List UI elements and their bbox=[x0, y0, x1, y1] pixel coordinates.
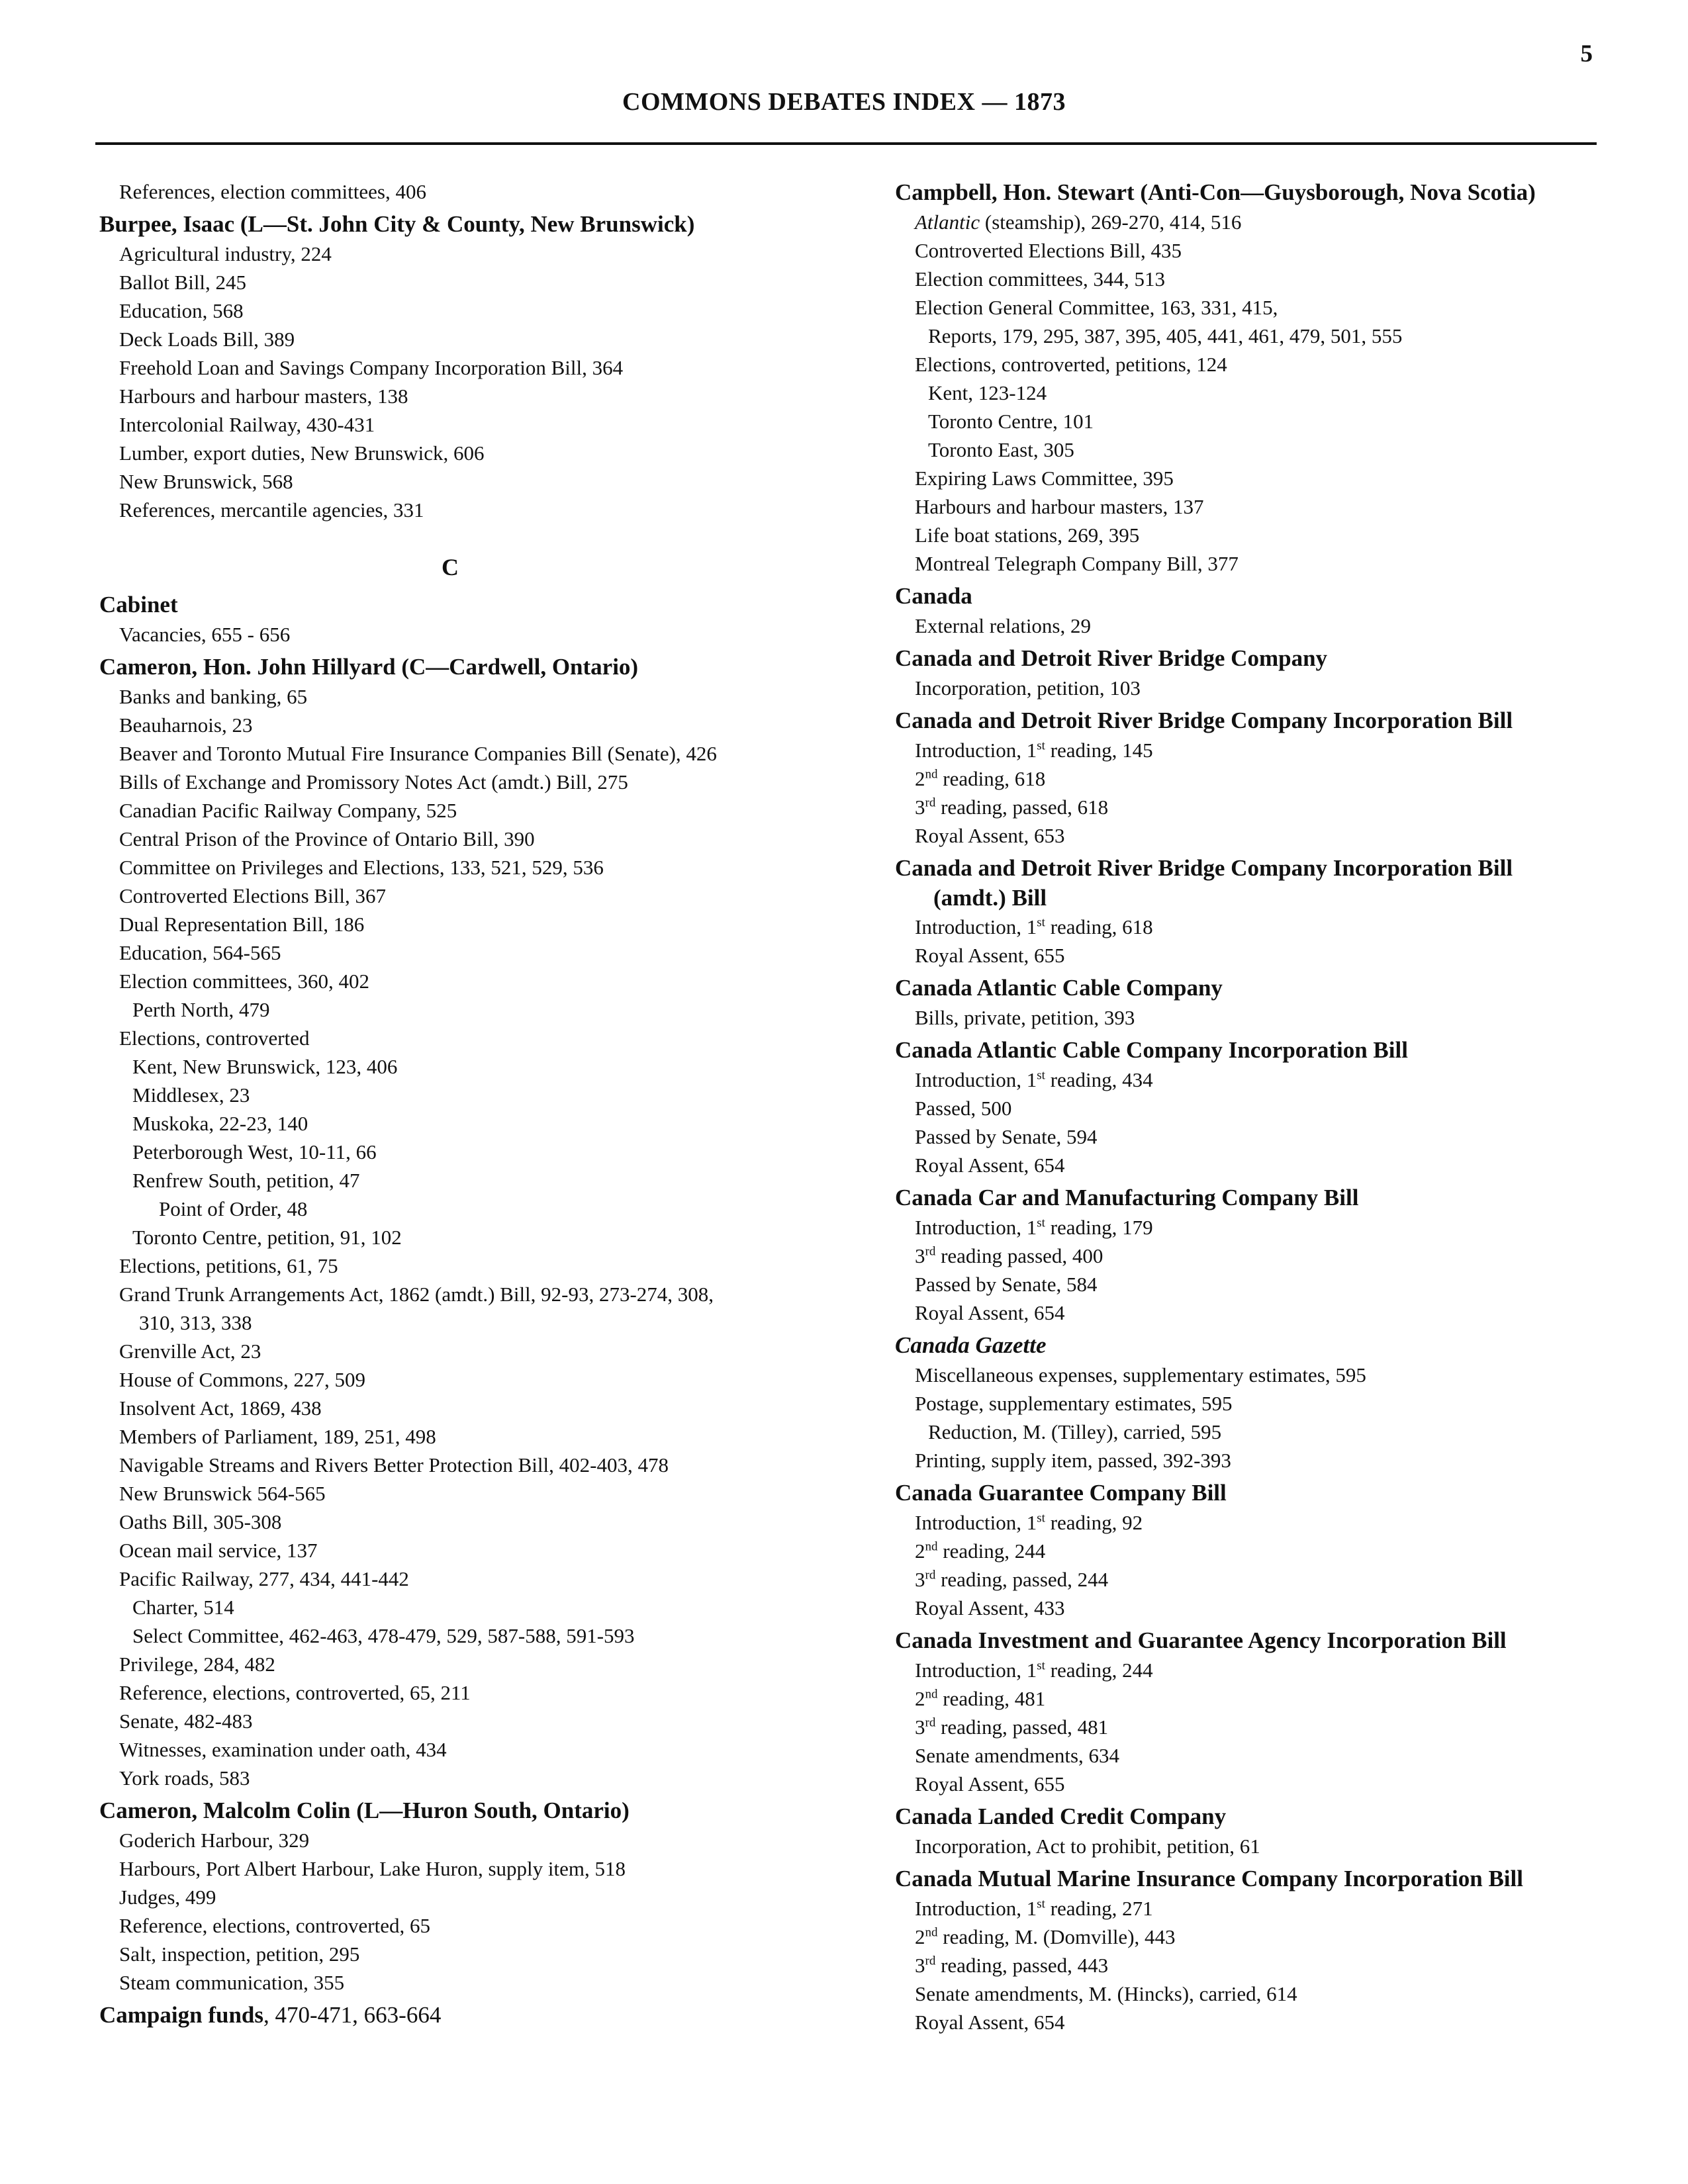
entry-text: Banks and banking, 65 bbox=[119, 685, 308, 708]
entry-text: Salt, inspection, petition, 295 bbox=[119, 1942, 360, 1966]
index-subentry bbox=[895, 1270, 1597, 1298]
index-heading bbox=[895, 1478, 1597, 1508]
index-subentry bbox=[99, 268, 801, 296]
index-subentry bbox=[895, 1594, 1597, 1622]
index-subentry bbox=[895, 1298, 1597, 1327]
index-subentry bbox=[99, 1508, 801, 1536]
index-subentry bbox=[99, 467, 801, 496]
entry-text: Election committees, 360, 402 bbox=[119, 970, 369, 993]
entry-pages: reading, M. (Domville), 443 bbox=[937, 1925, 1176, 1948]
index-subentry bbox=[99, 1451, 801, 1479]
index-subentry bbox=[99, 1422, 801, 1451]
entry-text: Elections, petitions, 61, 75 bbox=[119, 1254, 338, 1277]
index-subentry bbox=[895, 1565, 1597, 1594]
header-rule bbox=[95, 142, 1597, 145]
entry-text: Royal Assent, 655 bbox=[915, 944, 1065, 967]
index-subentry bbox=[895, 674, 1597, 702]
index-subentry bbox=[895, 821, 1597, 850]
entry-text: Steam communication, 355 bbox=[119, 1971, 345, 1994]
entry-text: Canada bbox=[895, 583, 972, 609]
entry-text: New Brunswick 564-565 bbox=[119, 1482, 326, 1505]
index-subentry bbox=[99, 1166, 801, 1195]
index-subentry bbox=[895, 1122, 1597, 1151]
index-subentry bbox=[895, 549, 1597, 578]
index-heading bbox=[895, 1330, 1597, 1361]
ordinal-suffix: nd bbox=[925, 767, 938, 782]
ordinal-suffix: st bbox=[1037, 1216, 1045, 1230]
index-subentry bbox=[895, 521, 1597, 549]
left-column bbox=[99, 177, 801, 2030]
entry-text: Senate, 482-483 bbox=[119, 1709, 253, 1733]
entry-text: Renfrew South, petition, 47 bbox=[132, 1169, 360, 1192]
entry-pages: steamship), 269-270, 414, 516 bbox=[992, 210, 1242, 234]
index-subentry bbox=[99, 938, 801, 967]
entry-text: (amdt.) Bill bbox=[933, 885, 1047, 911]
index-heading bbox=[895, 581, 1597, 612]
entry-text: Canada Investment and Guarantee Agency Incorporation Bill bbox=[895, 1627, 1507, 1653]
index-subentry bbox=[895, 1923, 1597, 1951]
index-heading bbox=[895, 705, 1597, 736]
index-heading bbox=[99, 652, 801, 682]
index-subentry bbox=[895, 1979, 1597, 2008]
index-subentry bbox=[99, 1678, 801, 1707]
index-subentry bbox=[895, 1446, 1597, 1475]
index-subentry bbox=[99, 1764, 801, 1792]
entry-text: Bills of Exchange and Promissory Notes Act (amdt.) Bill, 275 bbox=[119, 770, 628, 794]
index-subentry bbox=[99, 1565, 801, 1593]
entry-text: Passed by Senate, 594 bbox=[915, 1125, 1098, 1148]
entry-text: House of Commons, 227, 509 bbox=[119, 1368, 365, 1391]
index-subentry bbox=[99, 496, 801, 524]
entry-text: Reports, 179, 295, 387, 395, 405, 441, 461, 479, 501, 555 bbox=[928, 324, 1403, 347]
index-subentry bbox=[99, 1024, 801, 1052]
index-subentry bbox=[895, 1066, 1597, 1094]
index-subentry bbox=[99, 1081, 801, 1109]
entry-text: Goderich Harbour, 329 bbox=[119, 1829, 310, 1852]
index-subentry bbox=[99, 177, 801, 206]
ordinal-suffix: st bbox=[1037, 1068, 1045, 1083]
entry-text: Middlesex, 23 bbox=[132, 1083, 250, 1107]
entry-text: Campbell, Hon. Stewart (Anti-Con—Guysborough, Nova Scotia) bbox=[895, 179, 1536, 205]
index-subentry bbox=[99, 682, 801, 711]
entry-text: Grenville Act, 23 bbox=[119, 1340, 261, 1363]
index-subentry bbox=[895, 492, 1597, 521]
entry-text: Elections, controverted bbox=[119, 1026, 310, 1050]
entry-text: Toronto East, 305 bbox=[928, 438, 1074, 461]
index-subentry bbox=[99, 240, 801, 268]
entry-text: Passed by Senate, 584 bbox=[915, 1273, 1098, 1296]
entry-text: Intercolonial Railway, 430-431 bbox=[119, 413, 375, 436]
entry-text: Introduction, 1 bbox=[915, 1659, 1037, 1682]
entry-pages: reading, passed, 618 bbox=[935, 796, 1109, 819]
index-subentry bbox=[99, 967, 801, 995]
entry-text: Canada Gazette bbox=[895, 1332, 1047, 1358]
index-subentry bbox=[895, 350, 1597, 379]
page-title: COMMONS DEBATES INDEX — 1873 bbox=[622, 88, 1066, 116]
ordinal-suffix: rd bbox=[925, 796, 936, 810]
entry-pages: reading, passed, 244 bbox=[935, 1568, 1109, 1591]
entry-text: Life boat stations, 269, 395 bbox=[915, 523, 1140, 547]
entry-text: Canada and Detroit River Bridge Company Incorporation Bill bbox=[895, 855, 1513, 881]
index-subentry bbox=[99, 1337, 801, 1365]
index-subentry bbox=[895, 407, 1597, 435]
index-subentry bbox=[895, 2008, 1597, 2036]
entry-text: Canada Mutual Marine Insurance Company Incorporation Bill bbox=[895, 1866, 1523, 1891]
entry-pages: reading, 618 bbox=[937, 767, 1046, 790]
entry-text: Toronto Centre, petition, 91, 102 bbox=[132, 1226, 402, 1249]
index-subentry bbox=[99, 739, 801, 768]
entry-text: Committee on Privileges and Elections, 133, 521, 529, 536 bbox=[119, 856, 604, 879]
ordinal-suffix: rd bbox=[925, 1954, 936, 1968]
entry-text: Point of Order, 48 bbox=[159, 1197, 308, 1220]
index-heading bbox=[895, 884, 1597, 913]
entry-text: 3 bbox=[915, 796, 925, 819]
index-subentry bbox=[895, 1832, 1597, 1860]
index-subentry bbox=[99, 711, 801, 739]
entry-text: Education, 568 bbox=[119, 299, 244, 322]
index-subentry bbox=[99, 1195, 801, 1223]
index-subentry bbox=[99, 1109, 801, 1138]
entry-pages: reading, 145 bbox=[1045, 739, 1153, 762]
entry-text: Senate amendments, M. (Hincks), carried, 614 bbox=[915, 1982, 1297, 2005]
index-heading bbox=[99, 590, 801, 620]
entry-text: Canada Guarantee Company Bill bbox=[895, 1480, 1227, 1506]
entry-text: Charter, 514 bbox=[132, 1596, 234, 1619]
index-subentry bbox=[99, 1968, 801, 1997]
index-heading bbox=[895, 177, 1597, 208]
entry-text: Muskoka, 22-23, 140 bbox=[132, 1112, 308, 1135]
entry-text: References, election committees, 406 bbox=[119, 180, 426, 203]
entry-pages: , 470-471, 663-664 bbox=[263, 2002, 442, 2028]
index-subentry bbox=[99, 1911, 801, 1940]
entry-text: Introduction, 1 bbox=[915, 1897, 1037, 1920]
entry-text: 3 bbox=[915, 1954, 925, 1977]
index-heading bbox=[99, 1796, 801, 1826]
index-subentry bbox=[99, 796, 801, 825]
index-heading bbox=[99, 2000, 801, 2030]
entry-text: Kent, New Brunswick, 123, 406 bbox=[132, 1055, 398, 1078]
index-subentry bbox=[99, 768, 801, 796]
ordinal-suffix: st bbox=[1037, 739, 1045, 753]
index-subentry bbox=[99, 1251, 801, 1280]
entry-text: Royal Assent, 654 bbox=[915, 2011, 1065, 2034]
entry-text: York roads, 583 bbox=[119, 1766, 250, 1790]
entry-pages: reading, 244 bbox=[1045, 1659, 1153, 1682]
entry-text: Royal Assent, 654 bbox=[915, 1301, 1065, 1324]
entry-text: Passed, 500 bbox=[915, 1097, 1012, 1120]
entry-text: Royal Assent, 654 bbox=[915, 1154, 1065, 1177]
index-subentry bbox=[895, 1242, 1597, 1270]
entry-text: Controverted Elections Bill, 367 bbox=[119, 884, 386, 907]
ordinal-suffix: rd bbox=[925, 1244, 936, 1259]
index-subentry bbox=[99, 1280, 801, 1308]
index-heading bbox=[895, 1864, 1597, 1894]
index-subentry bbox=[99, 1479, 801, 1508]
ordinal-suffix: nd bbox=[925, 1687, 938, 1702]
index-heading bbox=[895, 1625, 1597, 1656]
entry-text: Printing, supply item, passed, 392-393 bbox=[915, 1449, 1231, 1472]
entry-text: Royal Assent, 653 bbox=[915, 824, 1065, 847]
ordinal-suffix: rd bbox=[925, 1568, 936, 1582]
entry-text: Royal Assent, 655 bbox=[915, 1772, 1065, 1796]
entry-text: Incorporation, petition, 103 bbox=[915, 676, 1141, 700]
entry-text: Introduction, 1 bbox=[915, 1511, 1037, 1534]
entry-text: Bills, private, petition, 393 bbox=[915, 1006, 1135, 1029]
entry-text: Royal Assent, 433 bbox=[915, 1596, 1065, 1619]
entry-text: Dual Representation Bill, 186 bbox=[119, 913, 365, 936]
entry-text: Miscellaneous expenses, supplementary estimates, 595 bbox=[915, 1363, 1366, 1387]
index-subentry bbox=[99, 439, 801, 467]
entry-text: Ballot Bill, 245 bbox=[119, 271, 247, 294]
index-subentry bbox=[895, 1951, 1597, 1979]
index-subentry bbox=[99, 620, 801, 649]
entry-pages: reading, 92 bbox=[1045, 1511, 1143, 1534]
ordinal-suffix: st bbox=[1037, 1897, 1045, 1911]
entry-text: Cameron, Malcolm Colin (L—Huron South, Ontario) bbox=[99, 1797, 630, 1823]
entry-text: Beaver and Toronto Mutual Fire Insurance Companies Bill (Senate), 426 bbox=[119, 742, 717, 765]
entry-text: Toronto Centre, 101 bbox=[928, 410, 1094, 433]
index-subentry bbox=[895, 1418, 1597, 1446]
index-subentry bbox=[99, 910, 801, 938]
index-subentry bbox=[895, 1713, 1597, 1741]
entry-text: 310, 313, 338 bbox=[139, 1311, 252, 1334]
index-subentry bbox=[99, 382, 801, 410]
entry-text: Insolvent Act, 1869, 438 bbox=[119, 1396, 322, 1420]
entry-pages: reading, passed, 481 bbox=[935, 1715, 1109, 1739]
index-subentry bbox=[895, 435, 1597, 464]
index-subentry bbox=[895, 612, 1597, 640]
entry-text: Controverted Elections Bill, 435 bbox=[915, 239, 1182, 262]
entry-text: Reference, elections, controverted, 65 bbox=[119, 1914, 430, 1937]
index-subentry bbox=[895, 1770, 1597, 1798]
index-heading bbox=[895, 853, 1597, 884]
index-subentry bbox=[99, 296, 801, 325]
entry-text: Central Prison of the Province of Ontario Bill, 390 bbox=[119, 827, 535, 850]
entry-text: Burpee, Isaac (L—St. John City & County, New Brunswick) bbox=[99, 211, 695, 237]
index-subentry bbox=[99, 1394, 801, 1422]
entry-text: 2 bbox=[915, 1687, 925, 1710]
index-subentry bbox=[895, 1213, 1597, 1242]
entry-text: Canada Car and Manufacturing Company Bill bbox=[895, 1185, 1359, 1210]
entry-text: Pacific Railway, 277, 434, 441-442 bbox=[119, 1567, 409, 1590]
entry-text: 2 bbox=[915, 767, 925, 790]
entry-text: Canadian Pacific Railway Company, 525 bbox=[119, 799, 457, 822]
index-subentry bbox=[895, 1389, 1597, 1418]
index-subentry bbox=[99, 353, 801, 382]
entry-pages: reading, 179 bbox=[1045, 1216, 1153, 1239]
entry-text: 3 bbox=[915, 1568, 925, 1591]
index-subentry bbox=[895, 941, 1597, 970]
entry-text: Canada Atlantic Cable Company Incorporation Bill bbox=[895, 1037, 1408, 1063]
entry-text: Freehold Loan and Savings Company Incorporation Bill, 364 bbox=[119, 356, 624, 379]
ordinal-suffix: st bbox=[1037, 915, 1045, 930]
index-heading bbox=[895, 973, 1597, 1003]
ordinal-suffix: st bbox=[1037, 1511, 1045, 1525]
index-subentry bbox=[895, 1003, 1597, 1032]
entry-text: 2 bbox=[915, 1925, 925, 1948]
index-subentry bbox=[895, 464, 1597, 492]
index-subentry bbox=[99, 853, 801, 882]
index-subentry bbox=[895, 764, 1597, 793]
index-subentry bbox=[99, 325, 801, 353]
entry-pages: reading passed, 400 bbox=[935, 1244, 1103, 1267]
entry-pages: reading, 434 bbox=[1045, 1068, 1153, 1091]
entry-text: Election General Committee, 163, 331, 415, bbox=[915, 296, 1278, 319]
index-subentry bbox=[99, 1883, 801, 1911]
entry-text: Cabinet bbox=[99, 592, 178, 617]
entry-text: Kent, 123-124 bbox=[928, 381, 1047, 404]
entry-text: Senate amendments, 634 bbox=[915, 1744, 1120, 1767]
entry-text: Introduction, 1 bbox=[915, 915, 1037, 938]
entry-text: Oaths Bill, 305-308 bbox=[119, 1510, 282, 1533]
index-subentry bbox=[895, 265, 1597, 293]
entry-text: Atlantic bbox=[915, 210, 980, 234]
entry-text: Introduction, 1 bbox=[915, 1068, 1037, 1091]
index-subentry bbox=[895, 293, 1597, 322]
index-subentry bbox=[895, 1094, 1597, 1122]
entry-text: Harbours and harbour masters, 137 bbox=[915, 495, 1204, 518]
entry-text: Canada Atlantic Cable Company bbox=[895, 975, 1223, 1001]
entry-text: Privilege, 284, 482 bbox=[119, 1653, 275, 1676]
entry-pages: reading, 481 bbox=[937, 1687, 1046, 1710]
entry-text: Introduction, 1 bbox=[915, 1216, 1037, 1239]
entry-text: Reduction, M. (Tilley), carried, 595 bbox=[928, 1420, 1222, 1443]
ordinal-suffix: nd bbox=[925, 1539, 938, 1554]
entry-text: Education, 564-565 bbox=[119, 941, 281, 964]
index-subentry bbox=[99, 1052, 801, 1081]
entry-text: Canada Landed Credit Company bbox=[895, 1803, 1227, 1829]
entry-text: Select Committee, 462-463, 478-479, 529, 587-588, 591-593 bbox=[132, 1624, 635, 1647]
entry-text: Grand Trunk Arrangements Act, 1862 (amdt.) Bill, 92-93, 273-274, 308, bbox=[119, 1283, 714, 1306]
entry-text: Campaign funds bbox=[99, 2002, 264, 2028]
index-heading bbox=[895, 1183, 1597, 1213]
index-subentry bbox=[99, 1308, 801, 1337]
index-subentry: Atlantic (steamship), 269-270, 414, 516 bbox=[915, 210, 1242, 234]
right-column bbox=[895, 177, 1597, 2036]
index-subentry bbox=[99, 1621, 801, 1650]
ordinal-suffix: st bbox=[1037, 1659, 1045, 1673]
entry-text: Cameron, Hon. John Hillyard (C—Cardwell, Ontario) bbox=[99, 654, 639, 680]
ordinal-suffix: rd bbox=[925, 1715, 936, 1730]
entry-text: Incorporation, Act to prohibit, petition, 61 bbox=[915, 1835, 1260, 1858]
index-subentry bbox=[895, 793, 1597, 821]
entry-pages: reading, passed, 443 bbox=[935, 1954, 1109, 1977]
ordinal-suffix: nd bbox=[925, 1925, 938, 1940]
index-subentry bbox=[895, 1894, 1597, 1923]
entry-text: Harbours and harbour masters, 138 bbox=[119, 385, 408, 408]
index-subentry bbox=[895, 1361, 1597, 1389]
index-subentry bbox=[99, 882, 801, 910]
index-subentry bbox=[99, 1365, 801, 1394]
entry-text: Judges, 499 bbox=[119, 1886, 216, 1909]
entry-text: Members of Parliament, 189, 251, 498 bbox=[119, 1425, 436, 1448]
index-subentry bbox=[895, 913, 1597, 941]
section-letter bbox=[99, 553, 801, 582]
page-number: 5 bbox=[1580, 40, 1593, 68]
entry-text: Agricultural industry, 224 bbox=[119, 242, 332, 265]
index-heading bbox=[895, 643, 1597, 674]
entry-text: Deck Loads Bill, 389 bbox=[119, 328, 295, 351]
index-subentry bbox=[99, 1650, 801, 1678]
entry-text: 3 bbox=[915, 1715, 925, 1739]
entry-text: Beauharnois, 23 bbox=[119, 713, 253, 737]
entry-text: Canada and Detroit River Bridge Company bbox=[895, 645, 1328, 671]
entry-text: Elections, controverted, petitions, 124 bbox=[915, 353, 1227, 376]
index-subentry bbox=[99, 1940, 801, 1968]
index-subentry bbox=[99, 1593, 801, 1621]
entry-text: Witnesses, examination under oath, 434 bbox=[119, 1738, 447, 1761]
index-subentry bbox=[895, 236, 1597, 265]
index-subentry bbox=[99, 1536, 801, 1565]
entry-text: Postage, supplementary estimates, 595 bbox=[915, 1392, 1233, 1415]
entry-text: Canada and Detroit River Bridge Company Incorporation Bill bbox=[895, 707, 1513, 733]
entry-text: 3 bbox=[915, 1244, 925, 1267]
index-subentry bbox=[895, 736, 1597, 764]
index-subentry bbox=[99, 1854, 801, 1883]
index-subentry bbox=[895, 1656, 1597, 1684]
index-subentry bbox=[99, 825, 801, 853]
index-subentry bbox=[895, 379, 1597, 407]
index-subentry bbox=[99, 1735, 801, 1764]
index-heading bbox=[99, 209, 801, 240]
entry-pages: reading, 618 bbox=[1045, 915, 1153, 938]
index-subentry bbox=[99, 1826, 801, 1854]
entry-text: Reference, elections, controverted, 65, 211 bbox=[119, 1681, 471, 1704]
entry-text: 2 bbox=[915, 1539, 925, 1563]
entry-text: Harbours, Port Albert Harbour, Lake Huron, supply item, 518 bbox=[119, 1857, 626, 1880]
index-subentry bbox=[99, 995, 801, 1024]
index-subentry bbox=[895, 1684, 1597, 1713]
index-subentry bbox=[99, 1707, 801, 1735]
entry-text: Ocean mail service, 137 bbox=[119, 1539, 318, 1562]
index-subentry bbox=[895, 1537, 1597, 1565]
index-subentry bbox=[895, 1151, 1597, 1179]
entry-text: C bbox=[442, 554, 459, 580]
index-heading bbox=[895, 1035, 1597, 1066]
entry-text: Introduction, 1 bbox=[915, 739, 1037, 762]
index-subentry bbox=[99, 1138, 801, 1166]
entry-text: New Brunswick, 568 bbox=[119, 470, 293, 493]
entry-text: References, mercantile agencies, 331 bbox=[119, 498, 424, 522]
entry-text: Expiring Laws Committee, 395 bbox=[915, 467, 1174, 490]
entry-text: Navigable Streams and Rivers Better Protection Bill, 402-403, 478 bbox=[119, 1453, 669, 1477]
index-subentry bbox=[895, 1741, 1597, 1770]
entry-text: Vacancies, 655 - 656 bbox=[119, 623, 291, 646]
index-heading bbox=[895, 1801, 1597, 1832]
entry-text: Montreal Telegraph Company Bill, 377 bbox=[915, 552, 1239, 575]
index-subentry bbox=[99, 1223, 801, 1251]
entry-text: Lumber, export duties, New Brunswick, 606 bbox=[119, 441, 485, 465]
index-subentry bbox=[895, 1508, 1597, 1537]
entry-text: External relations, 29 bbox=[915, 614, 1091, 637]
entry-text: Perth North, 479 bbox=[132, 998, 270, 1021]
index-subentry bbox=[895, 322, 1597, 350]
entry-text: Peterborough West, 10-11, 66 bbox=[132, 1140, 377, 1163]
entry-pages: reading, 271 bbox=[1045, 1897, 1153, 1920]
entry-text: Election committees, 344, 513 bbox=[915, 267, 1165, 291]
entry-pages: reading, 244 bbox=[937, 1539, 1046, 1563]
index-subentry bbox=[99, 410, 801, 439]
